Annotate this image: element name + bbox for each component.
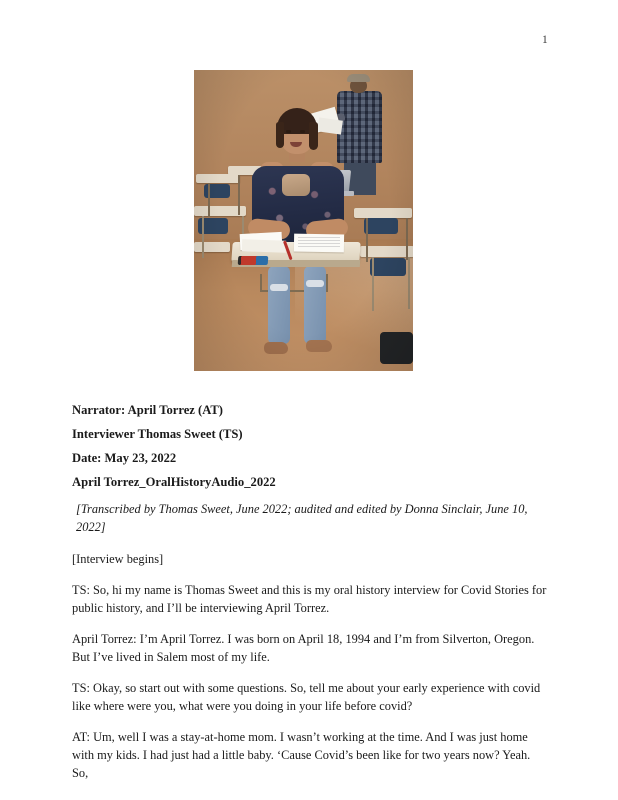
metadata-narrator: Narrator: April Torrez (AT) bbox=[72, 403, 223, 417]
desk-leg bbox=[372, 257, 374, 311]
worksheet-text-lines bbox=[298, 237, 340, 249]
desk-leg bbox=[238, 175, 240, 215]
photo-scene bbox=[194, 70, 413, 371]
background-chair bbox=[370, 258, 406, 276]
desk-leg bbox=[408, 257, 410, 309]
notebook bbox=[242, 239, 286, 253]
transcript-paragraph: April Torrez: I’m April Torrez. I was born on April 18, 1994 and I’m from Silverton, Oregon. But I’ve lived in Salem most of my life. bbox=[72, 632, 535, 664]
background-chair bbox=[364, 218, 398, 234]
narrator-hair bbox=[276, 122, 284, 148]
desk-leg bbox=[366, 218, 368, 262]
transcript-paragraph: TS: So, hi my name is Thomas Sweet and this is my oral history interview for Covid Stories for public history, and I’ll be interviewing April Torrez. bbox=[72, 583, 547, 615]
standing-person-shirt bbox=[337, 91, 382, 163]
transcript-paragraph: TS: Okay, so start out with some questions. So, tell me about your early experience with covid like where were you, what were you doing in your life before covid? bbox=[72, 681, 541, 713]
narrator-hair bbox=[309, 122, 318, 150]
background-desk bbox=[194, 242, 230, 252]
standing-person-cap bbox=[347, 74, 370, 82]
narrator-sandal-left bbox=[264, 342, 288, 354]
jeans-rip bbox=[306, 280, 324, 287]
interview-begins-marker: [Interview begins] bbox=[72, 552, 164, 566]
desk-leg bbox=[406, 218, 408, 260]
foreground-backpack bbox=[380, 332, 413, 364]
background-desk bbox=[354, 208, 412, 218]
desk-leg bbox=[208, 183, 210, 217]
narrator-eye bbox=[286, 130, 291, 133]
desk-leg bbox=[202, 216, 204, 258]
page-number: 1 bbox=[542, 34, 548, 46]
background-desk bbox=[196, 174, 240, 183]
jeans-rip bbox=[270, 284, 288, 291]
narrator-leg-left bbox=[268, 266, 290, 344]
transcription-note: [Transcribed by Thomas Sweet, June 2022; audited and edited by Donna Sinclair, June 10, 2022] bbox=[76, 502, 528, 534]
transcript-text bbox=[72, 398, 548, 782]
transcript-paragraph: AT: Um, well I was a stay-at-home mom. I wasn’t working at the time. And I was just home with my kids. I had just had a little baby. ‘Cause Covid’s been like for two years now? Yeah. So, bbox=[72, 730, 531, 780]
pencil-case bbox=[238, 256, 269, 265]
narrator-eye bbox=[300, 130, 305, 133]
narrator-leg-right bbox=[304, 266, 326, 344]
narrator-photograph bbox=[194, 70, 413, 371]
metadata-date: Date: May 23, 2022 bbox=[72, 451, 177, 465]
metadata-interviewer: Interviewer Thomas Sweet (TS) bbox=[72, 427, 243, 441]
narrator-neckline bbox=[282, 174, 310, 196]
narrator-sandal-right bbox=[306, 340, 332, 352]
metadata-audio-file: April Torrez_OralHistoryAudio_2022 bbox=[72, 475, 276, 489]
